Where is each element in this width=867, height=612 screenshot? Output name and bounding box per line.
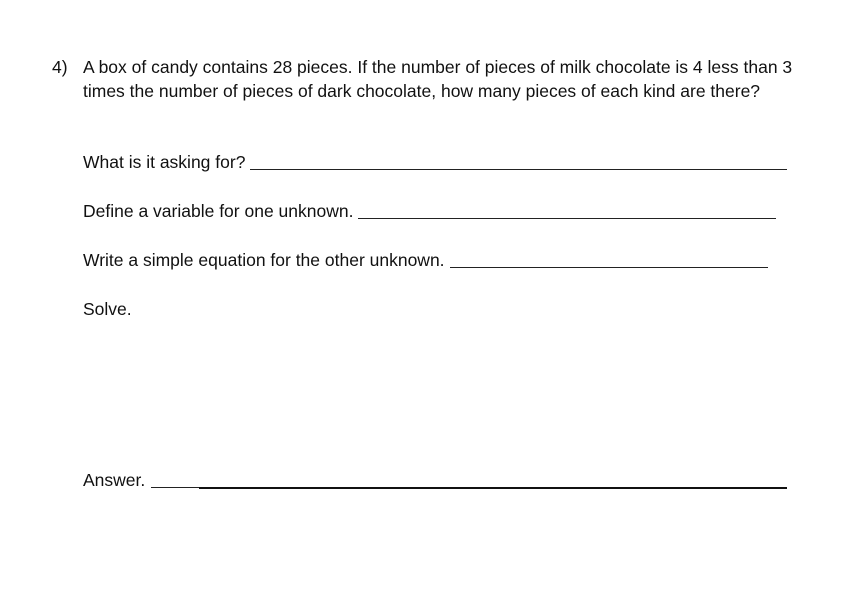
define-variable-label: Define a variable for one unknown. [83, 201, 354, 221]
question-number: 4) [52, 57, 68, 77]
solve-row [83, 298, 132, 320]
write-equation-answer-line[interactable] [450, 249, 768, 268]
asking-for-row [83, 151, 787, 173]
question-text: A box of candy contains 28 pieces. If the number of pieces of milk chocolate is 4 less than 3 times the number of pieces of dark chocolate, how many pieces of each kind are there? [83, 57, 793, 101]
define-variable-answer-line[interactable] [358, 200, 776, 219]
solve-label: Solve. [83, 299, 132, 319]
write-equation-row [83, 249, 768, 271]
answer-line-long[interactable] [199, 469, 787, 489]
define-variable-row [83, 200, 776, 222]
answer-label: Answer. [83, 470, 146, 490]
answer-line-short[interactable] [151, 469, 199, 488]
answer-row [83, 469, 787, 491]
asking-for-label: What is it asking for? [83, 152, 246, 172]
write-equation-label: Write a simple equation for the other unknown. [83, 250, 445, 270]
asking-for-answer-line[interactable] [250, 151, 787, 170]
